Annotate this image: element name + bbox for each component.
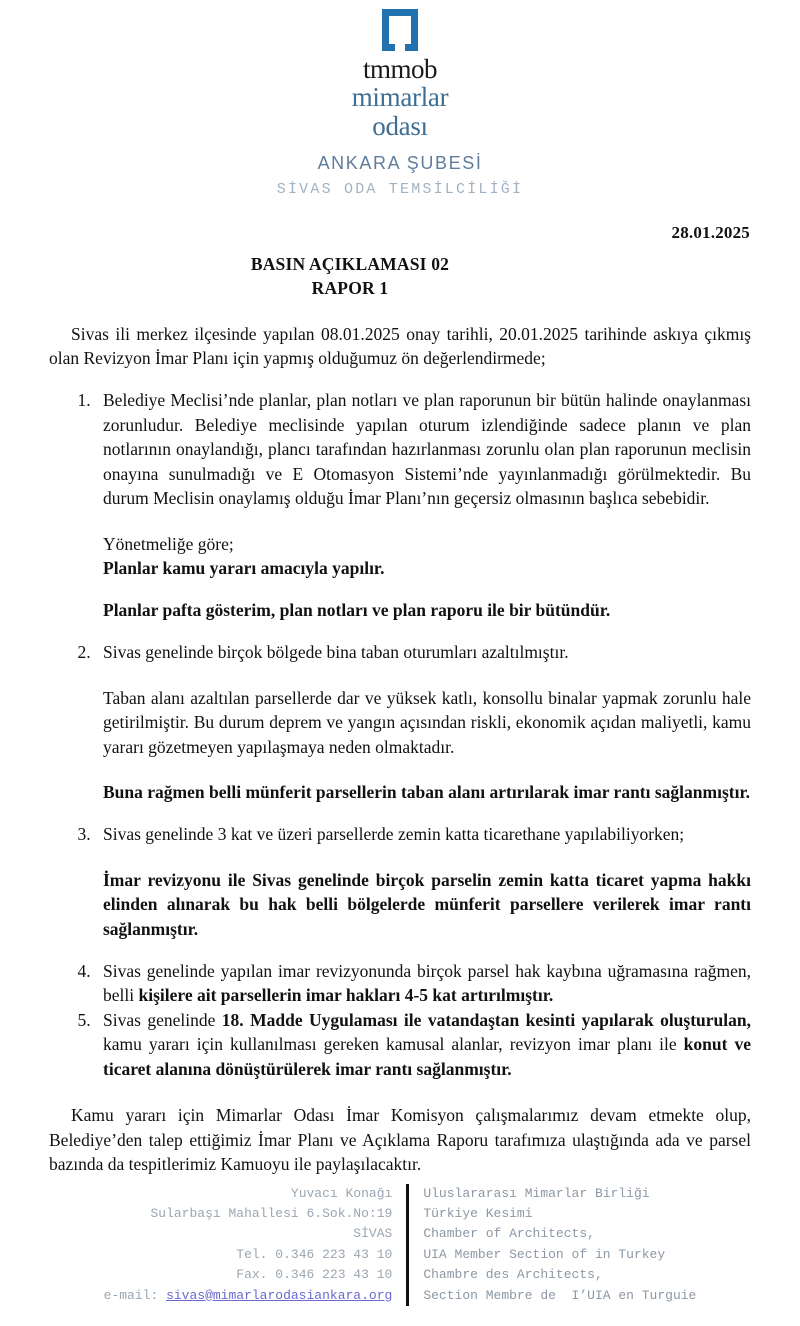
claim-paragraph: Yönetmeliğe göre; bbox=[103, 533, 234, 554]
claim-item bbox=[95, 640, 755, 805]
document-content bbox=[0, 223, 800, 1177]
claim-paragraph-bold: Planlar kamu yararı amacıyla yapılır. bbox=[103, 558, 385, 579]
text-run: Sivas genelinde yapılan imar revizyonunda birçok parsel hak kaybına uğramasına rağmen, belli bbox=[103, 960, 751, 1006]
org-name-mimarlar: mimarlar bbox=[351, 82, 449, 112]
document-title-line1: BASIN AÇIKLAMASI 02 bbox=[250, 254, 450, 275]
footer-email-row bbox=[104, 1286, 393, 1306]
footer-affiliation-line: Chambre des Architects, bbox=[423, 1267, 603, 1283]
footer-contact-line: Yuvacı Konağı bbox=[290, 1185, 393, 1201]
representation-name: SİVAS ODA TEMSİLCİLİĞİ bbox=[276, 181, 524, 199]
footer-contact-block bbox=[104, 1184, 407, 1306]
claims-list bbox=[45, 388, 755, 1081]
footer-contact-line: Tel. 0.346 223 43 10 bbox=[236, 1246, 393, 1262]
footer-affiliation-line: Section Membre de I’UIA en Turguie bbox=[423, 1287, 697, 1303]
claim-paragraph-mixed bbox=[103, 959, 755, 1008]
emphasis-run: kişilere ait parsellerin imar hakları 4-5 kat artırılmıştır. bbox=[138, 985, 554, 1006]
claim-paragraph: 2. Sivas genelinde birçok bölgede bina taban oturumları azaltılmıştır. bbox=[103, 642, 569, 663]
page-title bbox=[45, 253, 755, 300]
footer-affiliation-line: Türkiye Kesimi bbox=[423, 1205, 533, 1221]
claim-item bbox=[95, 1008, 755, 1082]
claim-paragraph: Taban alanı azaltılan parsellerde dar ve yüksek katlı, konsollu binalar yapmak zorunlu hale getirilmiştir. Bu durum deprem ve yangın açısından riskli, ekonomik açıdan maliyetli, kamu yararı gözetmeyen yapılaşmaya neden olmaktadır. bbox=[103, 687, 751, 757]
org-name-odasi: odası bbox=[372, 111, 428, 142]
claim-paragraph-bold: İmar revizyonu ile Sivas genelinde birçok parselin zemin katta ticaret yapma hakkı elinden alınarak bu hak belli bölgelerde münferit parsellere verilerek imar rantı sağlanmıştır. bbox=[103, 869, 751, 939]
claim-item bbox=[95, 388, 755, 623]
claim-item bbox=[95, 959, 755, 1008]
footer-affiliation-line: Uluslararası Mimarlar Birliği bbox=[423, 1185, 650, 1201]
claim-paragraph-bold: Planlar pafta gösterim, plan notları ve plan raporu ile bir bütündür. bbox=[103, 600, 611, 621]
document-date: 28.01.2025 bbox=[671, 223, 750, 243]
letterhead bbox=[0, 0, 800, 198]
footer-affiliation-line: Chamber of Architects, bbox=[423, 1226, 595, 1242]
footer-affiliation-line: UIA Member Section of in Turkey bbox=[423, 1246, 666, 1262]
footer-email-link[interactable]: sivas@mimarlarodasiankara.org bbox=[166, 1287, 393, 1303]
document-title-line2: RAPOR 1 bbox=[311, 277, 389, 298]
claim-paragraph: 3. Sivas genelinde 3 kat ve üzeri parsellerde zemin katta ticarethane yapılabiliyorken; bbox=[103, 824, 685, 845]
intro-paragraph: Sivas ili merkez ilçesinde yapılan 08.01.2025 onay tarihli, 20.01.2025 tarihinde askıya çıkmış olan Revizyon İmar Planı için yapmış olduğumuz ön değerlendirmede; bbox=[49, 323, 751, 369]
footer-contact-line: SİVAS bbox=[353, 1226, 393, 1242]
emphasis-run: konut ve ticaret alanına dönüştürülerek imar rantı sağlanmıştır. bbox=[103, 1034, 751, 1079]
footer-email-label: e-mail: bbox=[103, 1287, 167, 1303]
claim-paragraph: 1. Belediye Meclisi’nde planlar, plan notları ve plan raporunun bir bütün halinde onaylanması zorunludur. Belediye meclisinde yapılan oturum izlendiğinde sadece planın ve plan notlarının onaylandığı, plancı tarafından hazırlanması zorunlu olan plan raporunun meclisin onayına sunulmadığı ve E Otomasyon Sistemi’nde yayınlanmadığı görülmektedir. Bu durum Meclisin onaylamış olduğu İmar Planı’nın geçersiz olmasının başlıca sebebidir. bbox=[103, 390, 751, 509]
emphasis-run: 18. Madde Uygulaması ile vatandaştan kesinti yapılarak oluşturulan, bbox=[221, 1009, 751, 1030]
claim-item bbox=[95, 822, 755, 941]
text-run: Sivas genelinde bbox=[103, 1009, 222, 1030]
footer-contact-line: Fax. 0.346 223 43 10 bbox=[236, 1267, 393, 1283]
footer-contact-line: Sularbaşı Mahallesi 6.Sok.No:19 bbox=[150, 1205, 393, 1221]
branch-name: ANKARA ŞUBESİ bbox=[317, 153, 483, 174]
claim-paragraph-bold: Buna rağmen belli münferit parsellerin taban alanı artırılarak imar rantı sağlanmıştır. bbox=[103, 782, 751, 803]
page-footer bbox=[0, 1184, 800, 1306]
org-name-tmmob: tmmob bbox=[362, 54, 437, 84]
tmmob-square-bracket-mark-icon bbox=[380, 8, 420, 52]
claim-paragraph-mixed bbox=[103, 1008, 755, 1082]
text-run: kamu yararı için kullanılması gereken kamusal alanlar, revizyon imar planı ile bbox=[103, 1034, 684, 1055]
footer-affiliation-block bbox=[409, 1184, 696, 1306]
closing-paragraph: Kamu yararı için Mimarlar Odası İmar Komisyon çalışmalarımız devam etmekte olup, Belediye’den talep ettiğimiz İmar Planı ve Açıklama Raporu tarafımıza ulaştığında ada ve parsel bazında da tespitlerimiz Kamuoyu ile paylaşılacaktır. bbox=[49, 1105, 751, 1175]
